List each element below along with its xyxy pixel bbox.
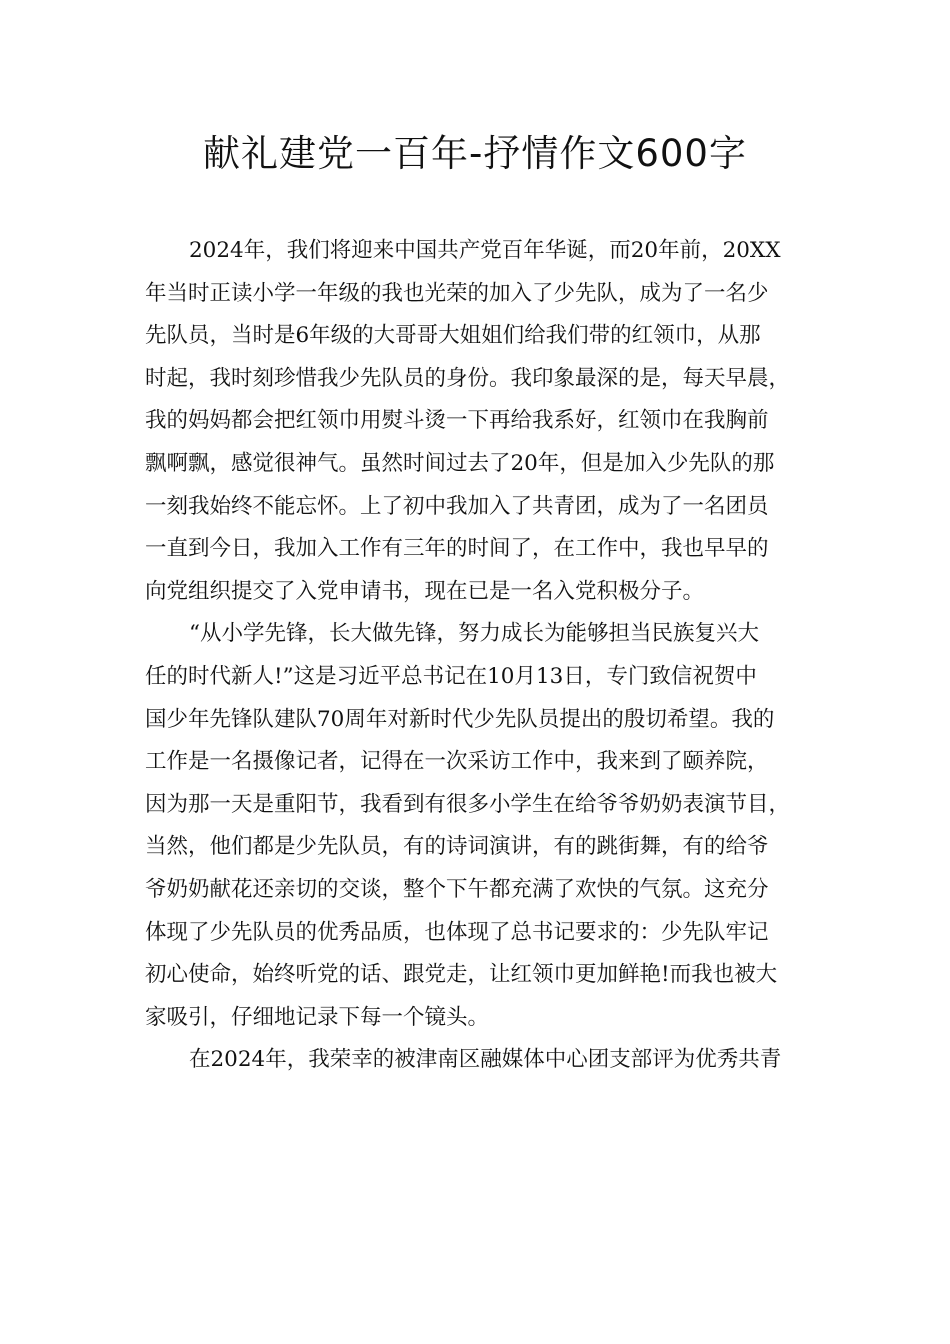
paragraph-line: 因为那一天是重阳节，我看到有很多小学生在给爷爷奶奶表演节目， (145, 791, 791, 817)
paragraph-line: 爷奶奶献花还亲切的交谈，整个下午都充满了欢快的气氛。这充分 (145, 876, 769, 902)
paragraph-line: 年当时正读小学一年级的我也光荣的加入了少先队，成为了一名少 (145, 280, 769, 306)
paragraph-line: 体现了少先队员的优秀品质，也体现了总书记要求的：少先队牢记 (145, 919, 769, 945)
page-title: 献礼建党一百年-抒情作文600字 (203, 132, 747, 175)
paragraph-line: 初心使命，始终听党的话、跟党走，让红领巾更加鲜艳!而我也被大 (145, 962, 778, 988)
paragraph-line: 国少年先锋队建队70周年对新时代少先队员提出的殷切希望。我的 (145, 706, 775, 732)
paragraph-line: 先队员，当时是6年级的大哥哥大姐姐们给我们带的红领巾，从那 (145, 323, 761, 349)
article-body (145, 230, 825, 1082)
paragraph-line: “从小学先锋，长大做先锋，努力成长为能够担当民族复兴大 (189, 621, 759, 647)
paragraph-line: 我的妈妈都会把红领巾用熨斗烫一下再给我系好，红领巾在我胸前 (145, 408, 769, 434)
paragraph-line: 在2024年，我荣幸的被津南区融媒体中心团支部评为优秀共青 (189, 1047, 782, 1073)
paragraph-line: 家吸引，仔细地记录下每一个镜头。 (145, 1004, 490, 1030)
paragraph-line: 2024年，我们将迎来中国共产党百年华诞，而20年前，20XX (189, 238, 781, 263)
paragraph-line: 任的时代新人!”这是习近平总书记在10月13日，专门致信祝贺中 (145, 663, 757, 689)
paragraph-line: 时起，我时刻珍惜我少先队员的身份。我印象最深的是，每天早晨， (145, 365, 791, 391)
paragraph-line: 工作是一名摄像记者，记得在一次采访工作中，我来到了颐养院， (145, 749, 769, 775)
paragraph-line: 一直到今日，我加入工作有三年的时间了，在工作中，我也早早的 (145, 536, 769, 562)
paragraph-line: 一刻我始终不能忘怀。上了初中我加入了共青团，成为了一名团员 (145, 493, 769, 519)
paragraph-line: 当然，他们都是少先队员，有的诗词演讲，有的跳街舞，有的给爷 (145, 834, 769, 860)
paragraph-line: 飘啊飘，感觉很神气。虽然时间过去了20年，但是加入少先队的那 (145, 450, 775, 476)
paragraph-line: 向党组织提交了入党申请书，现在已是一名入党积极分子。 (145, 578, 705, 604)
